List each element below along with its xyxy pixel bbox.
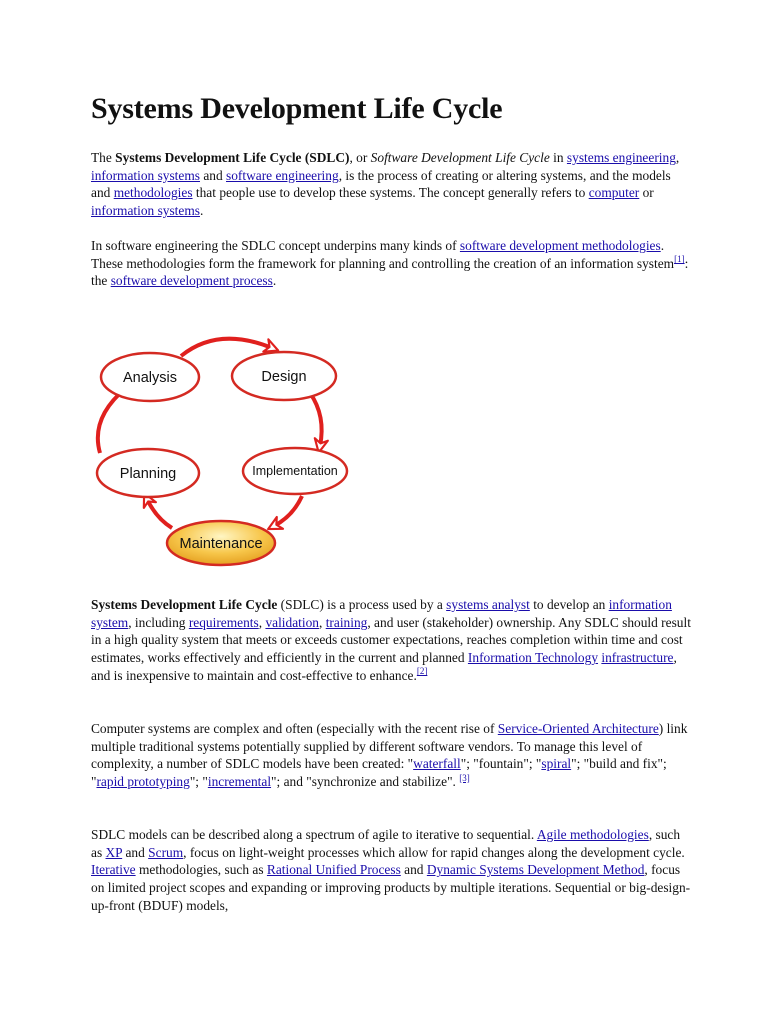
sdlc-definition-paragraph <box>91 596 691 685</box>
reference-link-2[interactable]: [2] <box>416 666 428 677</box>
link-requirements[interactable]: requirements <box>188 614 259 630</box>
bold-term: Systems Development Life Cycle <box>91 597 278 612</box>
text: , focus on limited project scopes and expanding or improving products by multiple iterations. Sequential or big-design-up-front (BDUF) models, <box>91 862 691 913</box>
bold-term: Systems Development Life Cycle (SDLC) <box>115 150 350 165</box>
link-software-development-process[interactable]: software development process <box>110 273 273 289</box>
link-information-technology[interactable]: Information Technology <box>467 650 599 666</box>
node-analysis <box>101 353 199 401</box>
node-design <box>232 352 336 400</box>
link-spiral[interactable]: spiral <box>541 756 572 772</box>
text: that people use to develop these systems. The concept generally refers to <box>192 185 589 201</box>
text: , including <box>128 614 189 630</box>
text: (SDLC) is a process used by a <box>277 597 447 612</box>
svg-text:Implementation: Implementation <box>252 464 338 478</box>
link-computer[interactable]: computer <box>588 185 640 201</box>
arrow-implementation-to-maintenance <box>274 496 302 526</box>
italic-term: Software Development Life Cycle <box>370 150 550 165</box>
node-implementation <box>243 448 347 494</box>
link-training[interactable]: training <box>325 614 368 630</box>
text: , or <box>349 150 371 165</box>
link-information-system[interactable]: information system <box>91 597 672 630</box>
text: "; and "synchronize and stabilize". <box>271 774 460 790</box>
text: , such as <box>91 827 681 860</box>
link-waterfall[interactable]: waterfall <box>413 756 461 772</box>
link-iterative[interactable]: Iterative <box>91 862 136 878</box>
sdlc-cycle-diagram <box>88 318 363 578</box>
link-validation[interactable]: validation <box>265 614 319 630</box>
node-maintenance <box>167 521 275 565</box>
arrow-maintenance-to-planning <box>147 499 172 528</box>
text: "; "fountain"; " <box>460 756 542 772</box>
link-service-oriented-architecture[interactable]: Service-Oriented Architecture <box>497 721 659 736</box>
link-dsdm[interactable]: Dynamic Systems Development Method <box>426 862 645 878</box>
svg-text:Planning: Planning <box>119 466 177 482</box>
sdlc-models-paragraph <box>91 720 691 791</box>
text: . <box>199 203 204 219</box>
arrow-design-to-implementation <box>310 393 322 446</box>
link-rational-unified-process[interactable]: Rational Unified Process <box>266 862 401 878</box>
link-methodologies[interactable]: methodologies <box>113 185 193 201</box>
text: to develop an <box>529 597 609 612</box>
svg-text:Maintenance: Maintenance <box>179 536 263 552</box>
methodologies-paragraph <box>91 237 691 290</box>
link-information-systems-2[interactable]: information systems <box>91 203 200 219</box>
link-software-engineering[interactable]: software engineering <box>226 167 339 183</box>
link-information-systems[interactable]: information systems <box>91 167 200 183</box>
svg-text:Analysis: Analysis <box>123 370 177 386</box>
text: In software engineering the SDLC concept underpins many kinds of <box>91 238 460 253</box>
text: and <box>199 167 227 183</box>
node-planning <box>97 449 199 497</box>
text: and <box>122 844 149 860</box>
text: , is the process of creating or altering systems, and the models and <box>91 167 671 201</box>
agile-iterative-paragraph <box>91 826 691 915</box>
text: and <box>400 862 427 878</box>
text: The <box>91 150 116 165</box>
text: , <box>258 614 266 630</box>
text: methodologies, such as <box>135 862 267 878</box>
arrow-analysis-to-design <box>181 339 272 356</box>
text: . <box>272 273 277 289</box>
text: , and is inexpensive to maintain and cost-effective to enhance. <box>91 650 677 683</box>
link-infrastructure[interactable]: infrastructure <box>601 650 674 666</box>
text: or <box>639 185 654 201</box>
link-software-development-methodologies[interactable]: software development methodologies <box>459 238 661 253</box>
link-agile-methodologies[interactable]: Agile methodologies <box>536 827 649 842</box>
text: , <box>675 150 680 165</box>
reference-link-1[interactable]: [1] <box>674 254 685 265</box>
svg-text:Design: Design <box>261 369 307 385</box>
text: : the <box>91 255 689 289</box>
link-xp[interactable]: XP <box>105 844 123 860</box>
text: , focus on light-weight processes which allow for rapid changes along the development cycle. <box>183 844 685 860</box>
text: "; "build and fix"; " <box>91 756 667 790</box>
text: , and user (stakeholder) ownership. Any SDLC should result in a high quality system that meets or exceeds customer expectations, reaches completion within time and cost estimates, works effectively and efficiently in the current and planned <box>91 614 691 666</box>
link-systems-engineering[interactable]: systems engineering <box>566 150 676 165</box>
intro-paragraph <box>91 149 691 220</box>
link-scrum[interactable]: Scrum <box>148 844 184 860</box>
text: in <box>549 150 567 165</box>
text: Computer systems are complex and often (especially with the recent rise of <box>91 721 498 736</box>
text: SDLC models can be described along a spectrum of agile to iterative to sequential. <box>91 827 537 842</box>
text: "; " <box>189 774 208 790</box>
text: , <box>319 614 326 630</box>
link-systems-analyst[interactable]: systems analyst <box>446 597 530 612</box>
text: ) link multiple traditional systems potentially supplied by different software vendors. To manage this level of complexity, a number of SDLC models have been created: " <box>91 721 688 772</box>
link-rapid-prototyping[interactable]: rapid prototyping <box>96 774 190 790</box>
page-title: Systems Development Life Cycle <box>91 92 503 125</box>
text: . These methodologies form the framework for planning and controlling the creation of an information system <box>91 238 675 271</box>
link-incremental[interactable]: incremental <box>207 774 272 790</box>
reference-link-3[interactable]: [3] <box>459 772 470 783</box>
